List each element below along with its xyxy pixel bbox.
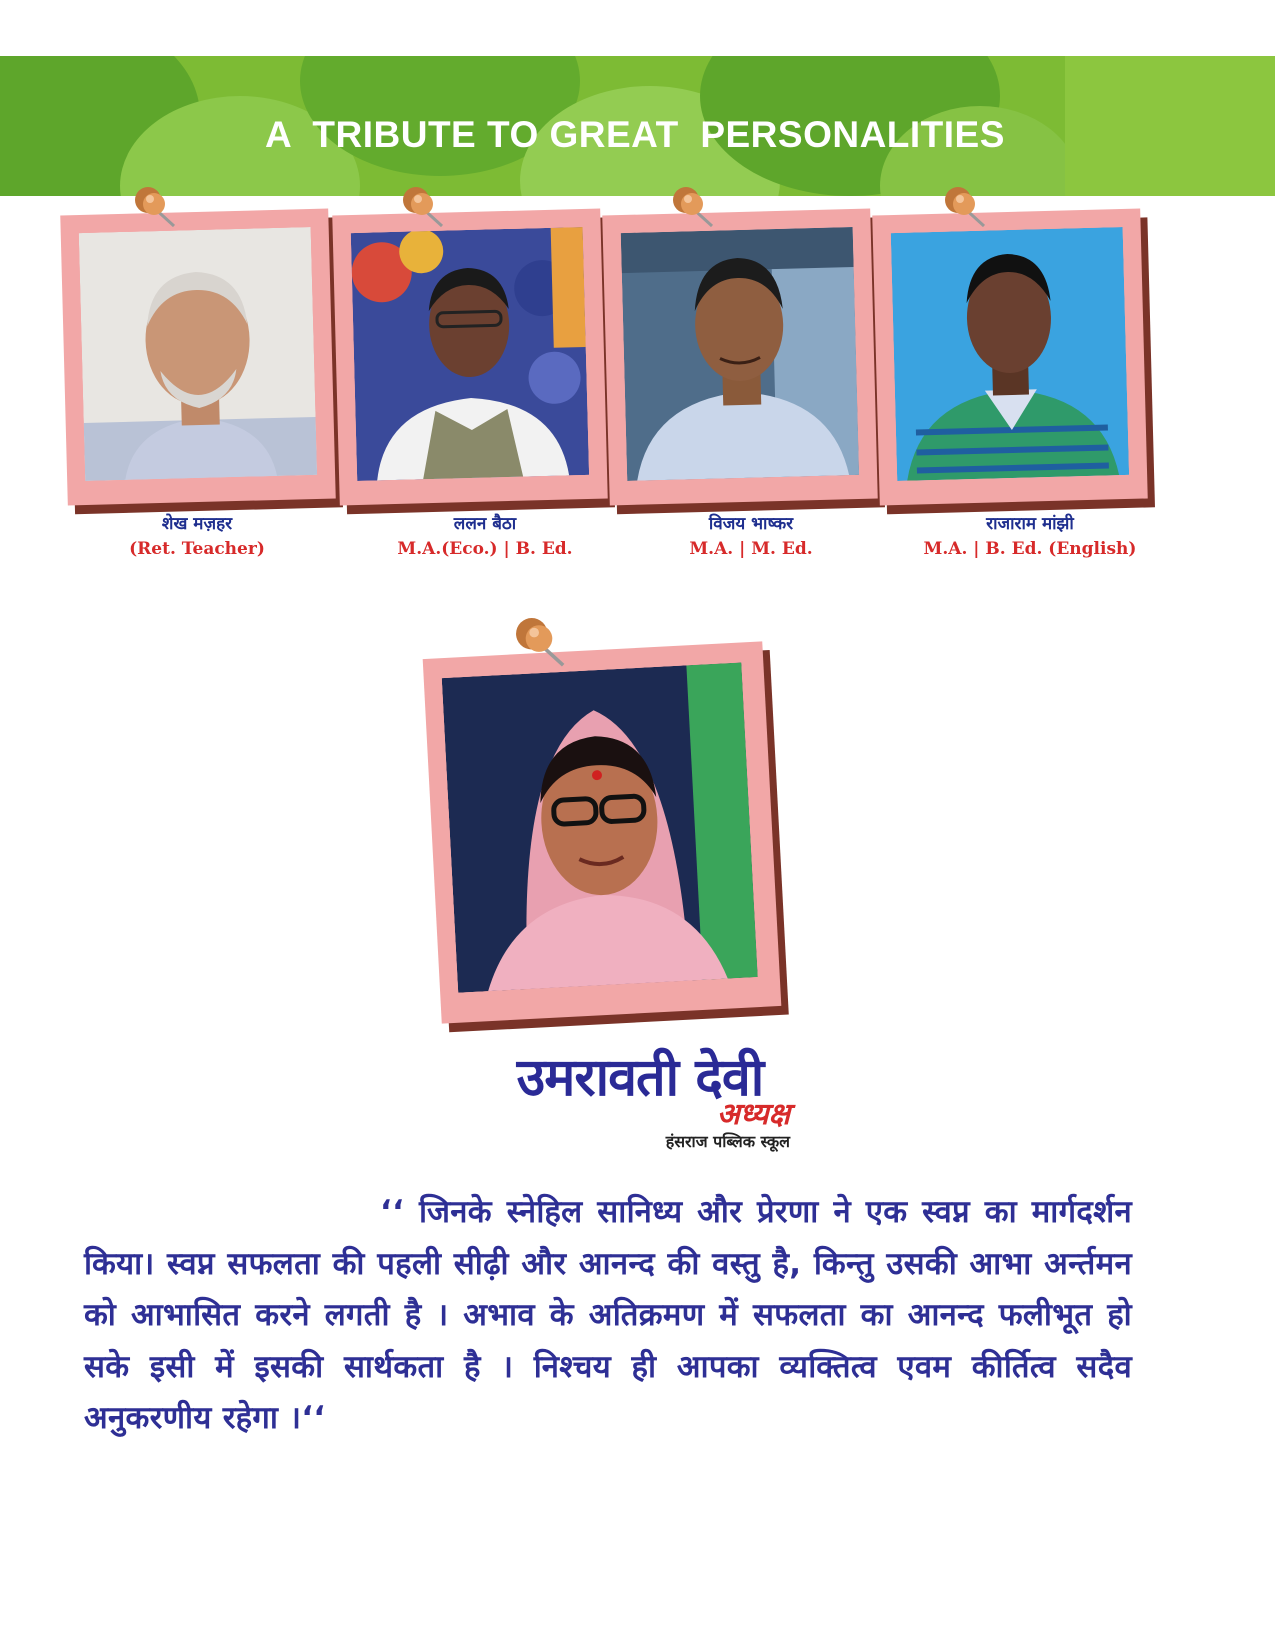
portrait-photo-2 xyxy=(351,227,589,481)
principal-role: अध्यक्ष xyxy=(716,1097,790,1132)
person-qualification: M.A.(Eco.) | B. Ed. xyxy=(397,539,573,559)
principal-photo-card xyxy=(423,641,782,1023)
tribute-quote: ‘‘ जिनके स्नेहिल सानिध्य और प्रेरणा ने एक स्वप्न का मार्गदर्शन किया। स्वप्न सफलता की पहली सीढ़ी और आनन्द की वस्तु है, किन्तु उसकी आभा अर्न्तमन को आभासित करने लगती है । अभाव के अतिक्रमण में सफलता का आनन्द फलीभूत हो सके इसी में इसकी सार्थकता है । निश्चय ही आपका व्यक्तित्व एवम कीर्तित्व सदैव अनुकरणीय रहेगा ।‘‘ xyxy=(84,1194,1132,1436)
person-name: विजय भाष्कर xyxy=(708,514,794,534)
person-name: राजाराम मांझी xyxy=(986,514,1074,534)
photo-card-1 xyxy=(60,209,335,506)
portrait-photo-4 xyxy=(891,227,1129,481)
person-name: शेख मज़हर xyxy=(161,514,233,534)
caption-1 xyxy=(62,512,332,562)
banner-title: A TRIBUTE TO GREAT PERSONALITIES xyxy=(265,114,1005,155)
pushpin-icon xyxy=(398,182,446,230)
person-name: ललन बैठा xyxy=(453,514,517,534)
portrait-photo-3 xyxy=(621,227,859,481)
caption-4 xyxy=(890,512,1170,562)
principal-name: उमरावती देवी xyxy=(516,1048,764,1108)
person-qualification: M.A. | B. Ed. (English) xyxy=(923,539,1137,559)
person-qualification: (Ret. Teacher) xyxy=(129,539,265,559)
portrait-photo-1 xyxy=(79,227,317,481)
principal-portrait-photo xyxy=(442,662,758,992)
caption-2 xyxy=(350,512,620,562)
pushpin-icon xyxy=(940,182,988,230)
person-qualification: M.A. | M. Ed. xyxy=(689,539,813,559)
caption-3 xyxy=(616,512,886,562)
banner-accent xyxy=(1065,56,1275,196)
school-name: हंसराज पब्लिक स्कूल xyxy=(665,1132,790,1151)
header-banner xyxy=(0,56,1275,196)
photo-card-4 xyxy=(872,209,1147,506)
pushpin-icon xyxy=(668,182,716,230)
photo-card-3 xyxy=(602,209,877,506)
photo-card-2 xyxy=(332,209,607,506)
pushpin-icon xyxy=(510,612,568,670)
pushpin-icon xyxy=(130,182,178,230)
